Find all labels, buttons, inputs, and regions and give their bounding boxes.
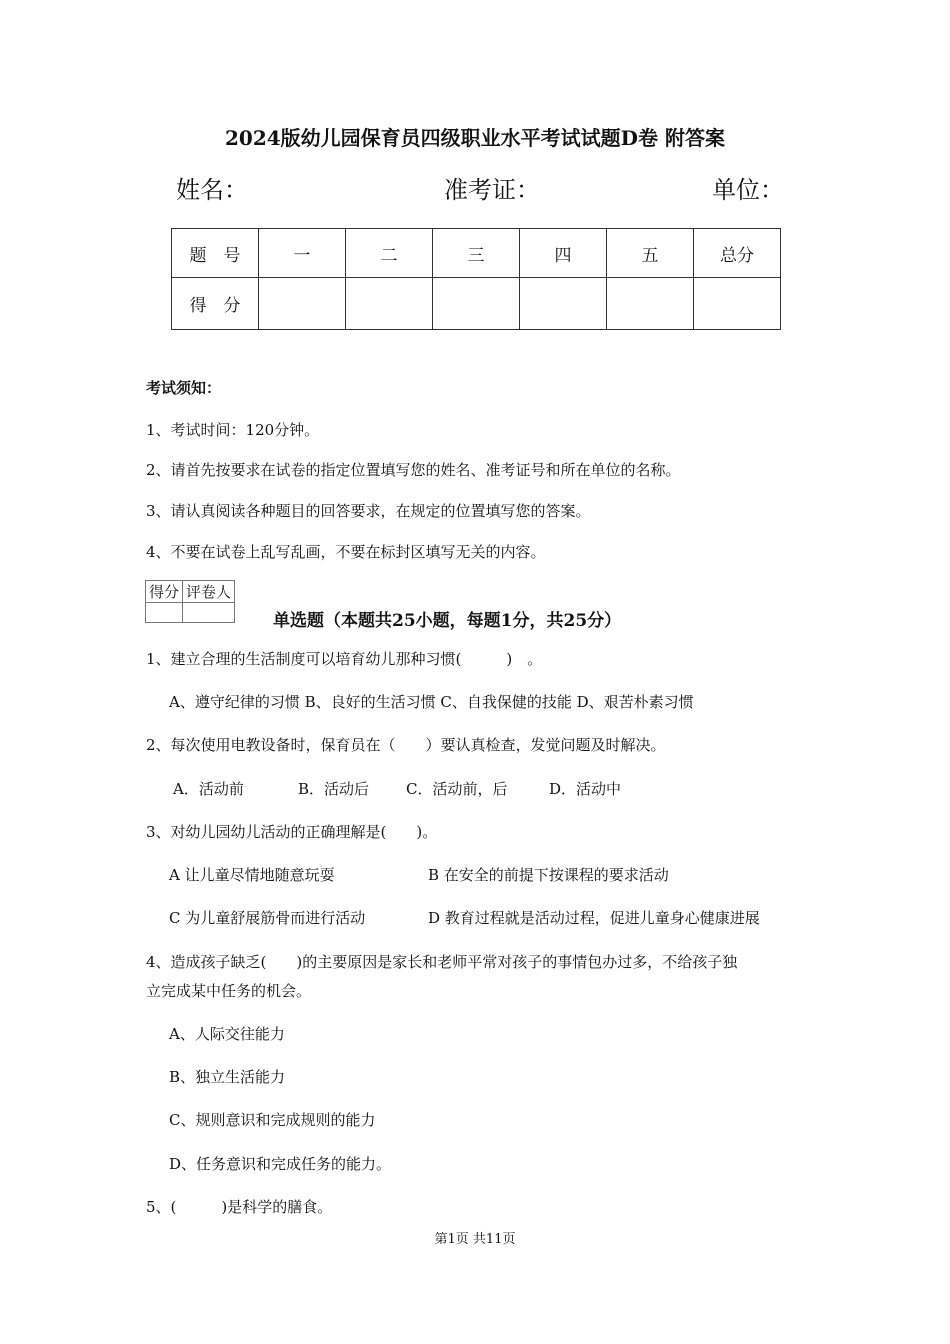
question-4-option-c: C、规则意识和完成规则的能力 [169,1111,376,1129]
question-1-options: A、遵守纪律的习惯 B、良好的生活习惯 C、自我保健的技能 D、艰苦朴素习惯 [169,693,694,711]
score-input-part-2[interactable] [346,278,433,330]
page-footer: 第1页 共11页 [434,1232,516,1247]
question-3-option-a: A 让儿童尽情地随意玩耍 [169,866,335,884]
question-1-stem: 1、建立合理的生活制度可以培育幼儿那种习惯( ) 。 [146,650,543,668]
question-2-option-c: C．活动前，后 [406,780,508,798]
score-input-part-1[interactable] [259,278,346,330]
score-input-part-4[interactable] [520,278,607,330]
ticket-number-label: 准考证： [444,176,540,204]
unit-label: 单位： [712,176,784,204]
question-2-option-a: A．活动前 [173,780,244,798]
section-title: 单选题（本题共25小题，每题1分，共25分） [273,611,622,631]
question-3-option-d: D 教育过程就是活动过程，促进儿童身心健康进展 [428,909,760,927]
question-4-option-d: D、任务意识和完成任务的能力。 [169,1155,392,1173]
score-table [171,228,781,330]
grader-score-label: 得分 [146,581,183,603]
score-cell-part-1: 一 [259,229,346,278]
question-5-stem: 5、( )是科学的膳食。 [146,1198,333,1216]
name-label: 姓名： [176,176,248,204]
score-input-total[interactable] [694,278,781,330]
question-4-stem-line-2: 立完成某中任务的机会。 [146,982,312,1000]
question-4-option-b: B、独立生活能力 [169,1068,286,1086]
grader-score-field[interactable] [146,603,183,623]
question-3-option-c: C 为儿童舒展筋骨而进行活动 [169,909,366,927]
score-row-label: 得 分 [172,278,259,330]
question-3-stem: 3、对幼儿园幼儿活动的正确理解是( )。 [146,823,438,841]
question-2-stem: 2、每次使用电教设备时，保育员在（ ）要认真检查，发觉问题及时解决。 [146,736,666,754]
score-input-part-5[interactable] [607,278,694,330]
question-3-option-b: B 在安全的前提下按课程的要求活动 [428,866,669,884]
notice-heading: 考试须知： [146,379,222,397]
score-cell-label: 题 号 [172,229,259,278]
score-cell-part-2: 二 [346,229,433,278]
question-4-stem-line-1: 4、造成孩子缺乏( )的主要原因是家长和老师平常对孩子的事情包办过多，不给孩子独 [146,953,738,971]
score-cell-part-3: 三 [433,229,520,278]
notice-item: 4、不要在试卷上乱写乱画，不要在标封区填写无关的内容。 [146,543,546,561]
score-table-score-row [172,278,781,330]
grader-name-label: 评卷人 [183,581,235,603]
score-input-part-3[interactable] [433,278,520,330]
score-cell-part-5: 五 [607,229,694,278]
question-4-option-a: A、人际交往能力 [169,1025,285,1043]
score-cell-part-4: 四 [520,229,607,278]
score-cell-total: 总分 [694,229,781,278]
grader-box [145,580,235,623]
page-title: 2024版幼儿园保育员四级职业水平考试试题D卷 附答案 [225,126,725,150]
question-2-option-b: B．活动后 [298,780,370,798]
question-2-option-d: D．活动中 [549,780,622,798]
grader-name-field[interactable] [183,603,235,623]
notice-item: 2、请首先按要求在试卷的指定位置填写您的姓名、准考证号和所在单位的名称。 [146,461,681,479]
notice-item: 1、考试时间：120分钟。 [146,421,320,439]
score-table-header-row [172,229,781,278]
notice-item: 3、请认真阅读各种题目的回答要求，在规定的位置填写您的答案。 [146,502,591,520]
